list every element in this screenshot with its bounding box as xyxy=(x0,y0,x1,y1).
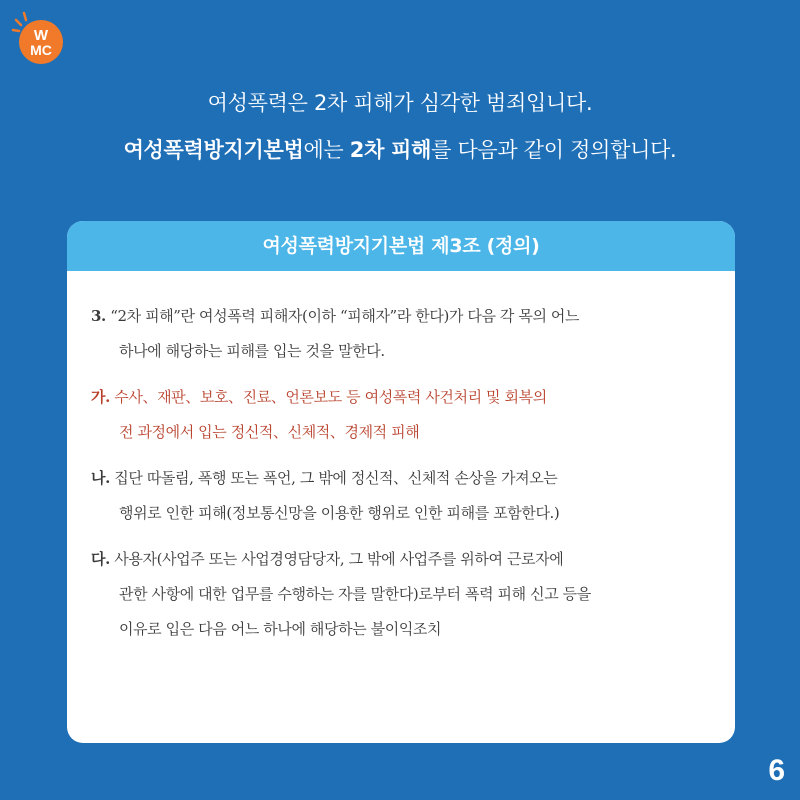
item-marker: 나. xyxy=(91,469,110,487)
definition-item-da xyxy=(91,542,709,647)
item-line-2: 하나에 해당하는 피해를 입는 것을 말한다. xyxy=(119,342,385,360)
item-line xyxy=(91,461,709,496)
definition-item-na xyxy=(91,461,709,531)
item-line-2: 행위로 인한 피해(정보통신망을 이용한 행위로 인한 피해를 포함한다.) xyxy=(119,504,560,522)
intro-line-2 xyxy=(0,135,800,165)
definition-item xyxy=(91,299,709,369)
wmc-logo-icon xyxy=(10,10,66,66)
item-marker: 다. xyxy=(91,550,110,568)
item-line xyxy=(91,380,709,415)
intro-text xyxy=(0,88,800,182)
definition-item-ga xyxy=(91,380,709,450)
item-line-2: 관한 사항에 대한 업무를 수행하는 자를 말한다)로부터 폭력 피해 신고 등을 xyxy=(119,585,591,603)
law-card xyxy=(67,221,735,743)
intro-line-1: 여성폭력은 2차 피해가 심각한 범죄입니다. xyxy=(207,91,593,115)
item-marker: 3. xyxy=(91,307,106,325)
item-marker: 가. xyxy=(91,388,110,406)
item-line-3: 이유로 입은 다음 어느 하나에 해당하는 불이익조치 xyxy=(119,620,442,638)
item-line xyxy=(91,299,709,334)
law-name: 여성폭력방지기본법 xyxy=(123,138,304,162)
item-text: 집단 따돌림, 폭행 또는 폭언, 그 밖에 정신적、신체적 손상을 가져오는 xyxy=(114,469,558,487)
secondary-harm: 2차 피해 xyxy=(349,138,432,162)
item-text: 수사、재판、보호、진료、언론보도 등 여성폭력 사건처리 및 회복의 xyxy=(114,388,547,406)
card-title: 여성폭력방지기본법 제3조 (정의) xyxy=(67,221,735,271)
svg-text:MC: MC xyxy=(30,42,52,58)
item-line-2: 전 과정에서 입는 정신적、신체적、경제적 피해 xyxy=(119,423,420,441)
intro-line-2-mid: 에는 xyxy=(303,138,350,162)
card-body xyxy=(67,271,735,647)
svg-text:W: W xyxy=(33,27,49,44)
item-line xyxy=(91,542,709,577)
item-text: “2차 피해”란 여성폭력 피해자(이하 “피해자”라 한다)가 다음 각 목의 어느 xyxy=(110,307,580,325)
intro-line-2-end: 를 다음과 같이 정의합니다. xyxy=(431,138,677,162)
page-number: 6 xyxy=(768,754,785,787)
item-text: 사용자(사업주 또는 사업경영담당자, 그 밖에 사업주를 위하여 근로자에 xyxy=(114,550,564,568)
